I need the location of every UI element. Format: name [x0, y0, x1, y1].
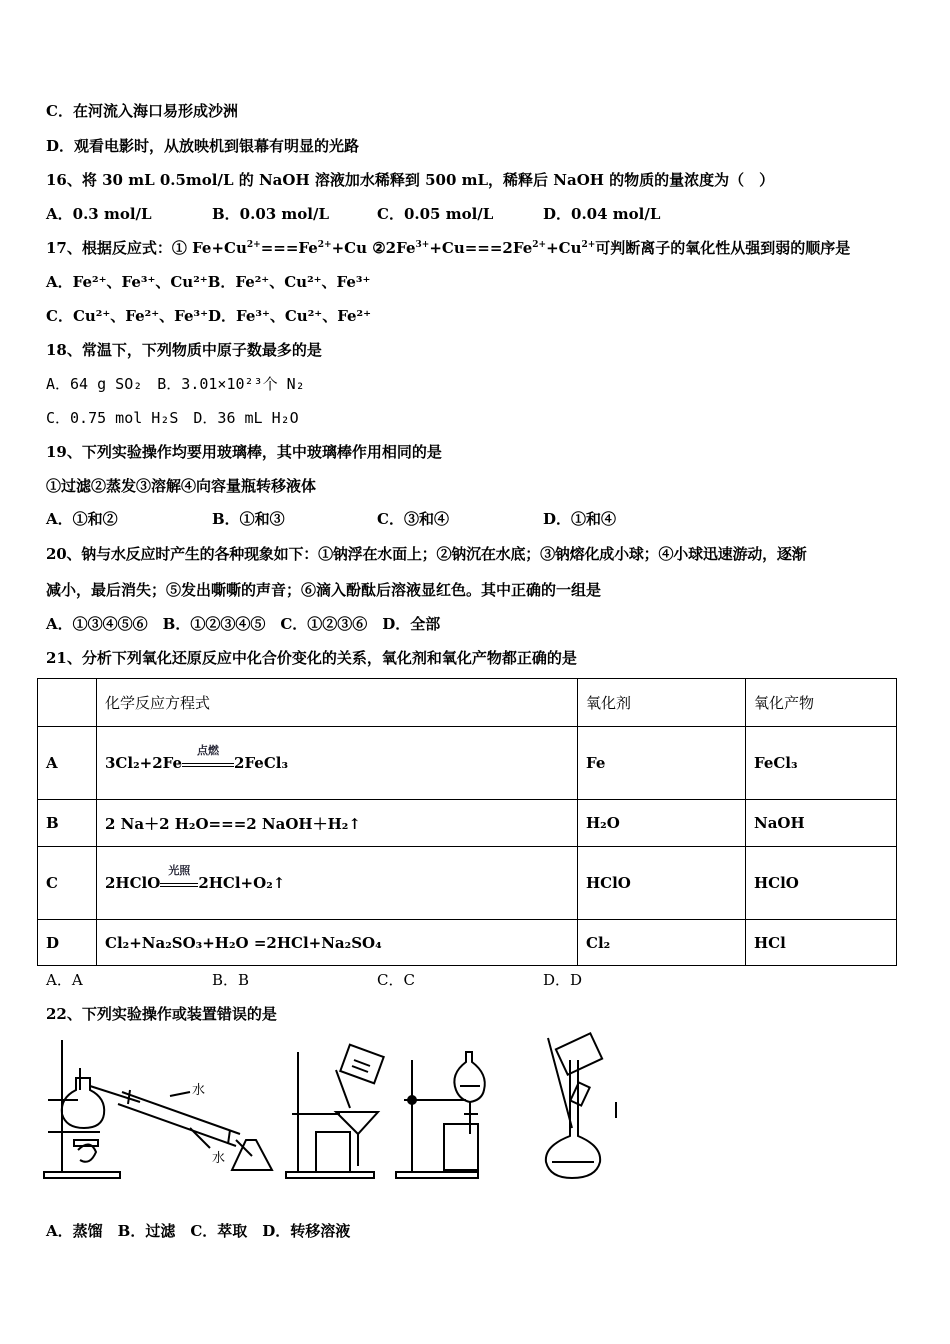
- q21-table: [37, 678, 897, 966]
- q17-options-ab: A．Fe²⁺、Fe³⁺、Cu²⁺B．Fe²⁺、Cu²⁺、Fe³⁺: [46, 273, 371, 291]
- q19-option-d: D．①和④: [543, 510, 617, 528]
- table-header-product: 氧化产物: [746, 679, 897, 727]
- option-line: C．在河流入海口易形成沙洲: [46, 102, 238, 120]
- q19-items: ①过滤②蒸发③溶解④向容量瓶转移液体: [46, 477, 317, 495]
- question-21: 21、分析下列氧化还原反应中化合价变化的关系，氧化剂和氧化产物都正确的是: [46, 649, 577, 667]
- option-line: D．观看电影时，从放映机到银幕有明显的光路: [46, 137, 360, 155]
- row-oxidant: Cl₂: [578, 920, 746, 966]
- q21-option-a: A．A: [46, 971, 83, 989]
- row-product: HCl: [746, 920, 897, 966]
- q20-options: A．①③④⑤⑥ B．①②③④⑤ C．①②③⑥ D．全部: [46, 615, 441, 633]
- question-18: 18、常温下，下列物质中原子数最多的是: [46, 341, 322, 359]
- row-label: B: [38, 800, 97, 847]
- row-oxidant: HClO: [578, 847, 746, 920]
- q19-option-c: C．③和④: [377, 510, 449, 528]
- condition-arrow: 点燃: [182, 755, 234, 773]
- q21-option-c: C．C: [377, 971, 415, 989]
- q19-option-b: B．①和③: [212, 510, 285, 528]
- question-19: 19、下列实验操作均要用玻璃棒，其中玻璃棒作用相同的是: [46, 443, 442, 461]
- q16-option-d: D．0.04 mol/L: [543, 205, 661, 223]
- q18-options-cd: C．0.75 mol H₂S D．36 mL H₂O: [46, 409, 299, 427]
- condition-arrow: 光照: [160, 875, 198, 893]
- table-header-equation: 化学反应方程式: [97, 679, 578, 727]
- table-row: [38, 800, 897, 847]
- water-outlet-label: 水: [212, 1150, 226, 1165]
- filtration-apparatus: [286, 1045, 384, 1178]
- table-row: [38, 920, 897, 966]
- row-label: A: [38, 727, 97, 800]
- row-equation: 2 Na＋2 H₂O===2 NaOH＋H₂↑: [97, 800, 578, 847]
- volumetric-flask-apparatus: [546, 1033, 616, 1178]
- row-label: C: [38, 847, 97, 920]
- row-product: HClO: [746, 847, 897, 920]
- table-header-oxidant: 氧化剂: [578, 679, 746, 727]
- distillation-apparatus: [44, 1040, 272, 1178]
- row-equation: 2HClO 光照 2HCl+O₂↑: [97, 847, 578, 920]
- question-17: 17、根据反应式：① $Fe+Cu^{2+}===Fe^{2+}+Cu$ $②2Fe^{3+}+Cu===2Fe^{2+}+Cu^{2+}$可判断离子的氧化性从强到弱的顺序是: [46, 239, 851, 257]
- question-22: 22、下列实验操作或装置错误的是: [46, 1005, 277, 1023]
- question-20-line2: 减小，最后消失；⑤发出嘶嘶的声音；⑥滴入酚酞后溶液显红色。其中正确的一组是: [46, 581, 602, 599]
- q16-option-b: B．0.03 mol/L: [212, 205, 330, 223]
- row-label: D: [38, 920, 97, 966]
- row-product: FeCl₃: [746, 727, 897, 800]
- table-header-blank: [38, 679, 97, 727]
- question-16: 16、将 30 mL 0.5mol/L 的 NaOH 溶液加水稀释到 500 mL，稀释后 NaOH 的物质的量浓度为（ ）: [46, 171, 775, 189]
- q21-option-d: D．D: [543, 971, 583, 989]
- q22-options: A．蒸馏 B．过滤 C．萃取 D．转移溶液: [46, 1222, 351, 1240]
- q16-option-a: A．0.3 mol/L: [46, 205, 152, 223]
- row-equation: Cl₂+Na₂SO₃+H₂O =2HCl+Na₂SO₄: [97, 920, 578, 966]
- q16-option-c: C．0.05 mol/L: [377, 205, 494, 223]
- row-equation: 3Cl₂+2Fe 点燃 2FeCl₃: [97, 727, 578, 800]
- q18-options-ab: A．64 g SO₂ B．3.01×10²³个 N₂: [46, 375, 305, 393]
- water-inlet-label: 水: [192, 1082, 206, 1097]
- lab-apparatus-figure: [40, 1030, 630, 1190]
- question-20-line1: 20、钠与水反应时产生的各种现象如下：①钠浮在水面上；②钠沉在水底；③钠熔化成小球；④小球迅速游动，逐渐: [46, 545, 807, 563]
- row-product: NaOH: [746, 800, 897, 847]
- q21-option-b: B．B: [212, 971, 250, 989]
- row-oxidant: H₂O: [578, 800, 746, 847]
- separatory-funnel-apparatus: [396, 1052, 485, 1178]
- q19-option-a: A．①和②: [46, 510, 118, 528]
- row-oxidant: Fe: [578, 727, 746, 800]
- table-row: [38, 847, 897, 920]
- table-row: [38, 727, 897, 800]
- q17-options-cd: C．Cu²⁺、Fe²⁺、Fe³⁺D．Fe³⁺、Cu²⁺、Fe²⁺: [46, 307, 372, 325]
